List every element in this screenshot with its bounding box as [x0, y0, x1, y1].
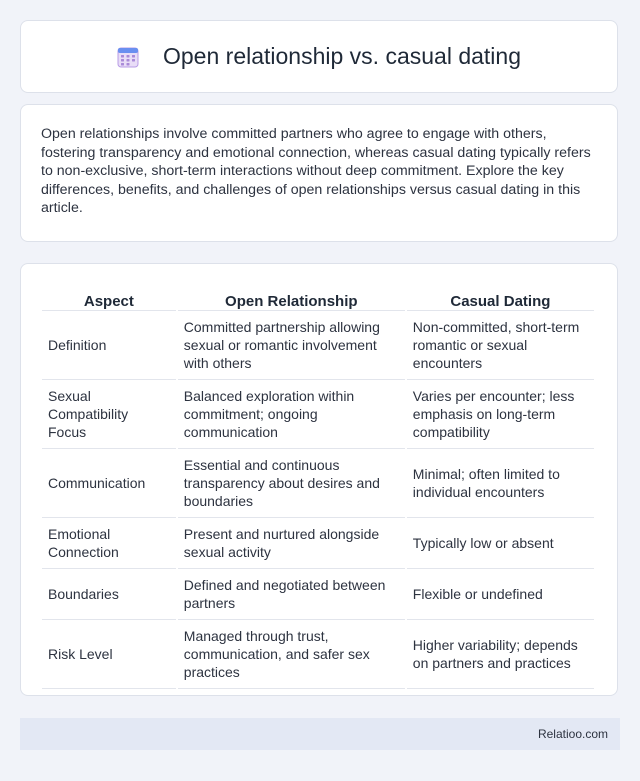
casual-dating-cell: Non-committed, short-term romantic or sexual encounters	[407, 311, 594, 380]
table-row	[42, 518, 594, 569]
open-relationship-cell: Committed partnership allowing sexual or romantic involvement with others	[178, 311, 405, 380]
footer	[20, 718, 620, 750]
casual-dating-cell: Typically low or absent	[407, 518, 594, 569]
table-header-row	[42, 284, 594, 311]
aspect-cell: Emotional Connection	[42, 518, 176, 569]
calendar-icon	[117, 46, 139, 68]
header-casual-dating: Casual Dating	[407, 284, 594, 311]
table-row	[42, 620, 594, 689]
open-relationship-cell: Managed through trust, communication, and safer sex practices	[178, 620, 405, 689]
open-relationship-cell: Essential and continuous transparency about desires and boundaries	[178, 449, 405, 518]
aspect-cell: Sexual Compatibility Focus	[42, 380, 176, 449]
open-relationship-cell: Balanced exploration within commitment; ongoing communication	[178, 380, 405, 449]
aspect-cell: Communication	[42, 449, 176, 518]
comparison-table-card	[20, 263, 618, 696]
page-title: Open relationship vs. casual dating	[163, 43, 521, 69]
intro-text: Open relationships involve committed partners who agree to engage with others, fostering transparency and emotional connection, whereas casual dating typically refers to non-exclusive, short-term interactions without deep commitment. Explore the key differences, benefits, and challenges of open relationships versus casual dating in this article.	[41, 126, 591, 216]
header-aspect: Aspect	[42, 284, 176, 311]
footer-brand: Relatioo.com	[537, 727, 608, 741]
aspect-cell: Boundaries	[42, 569, 176, 620]
open-relationship-cell: Present and nurtured alongside sexual activity	[178, 518, 405, 569]
title-card	[20, 20, 618, 93]
table-row	[42, 380, 594, 449]
aspect-cell: Risk Level	[42, 620, 176, 689]
casual-dating-cell: Varies per encounter; less emphasis on long-term compatibility	[407, 380, 594, 449]
intro-card	[20, 104, 618, 242]
open-relationship-cell: Defined and negotiated between partners	[178, 569, 405, 620]
aspect-cell: Definition	[42, 311, 176, 380]
table-row	[42, 311, 594, 380]
casual-dating-cell: Flexible or undefined	[407, 569, 594, 620]
header-open-relationship: Open Relationship	[178, 284, 405, 311]
comparison-table	[40, 284, 596, 689]
table-row	[42, 449, 594, 518]
casual-dating-cell: Higher variability; depends on partners and practices	[407, 620, 594, 689]
casual-dating-cell: Minimal; often limited to individual encounters	[407, 449, 594, 518]
table-row	[42, 569, 594, 620]
